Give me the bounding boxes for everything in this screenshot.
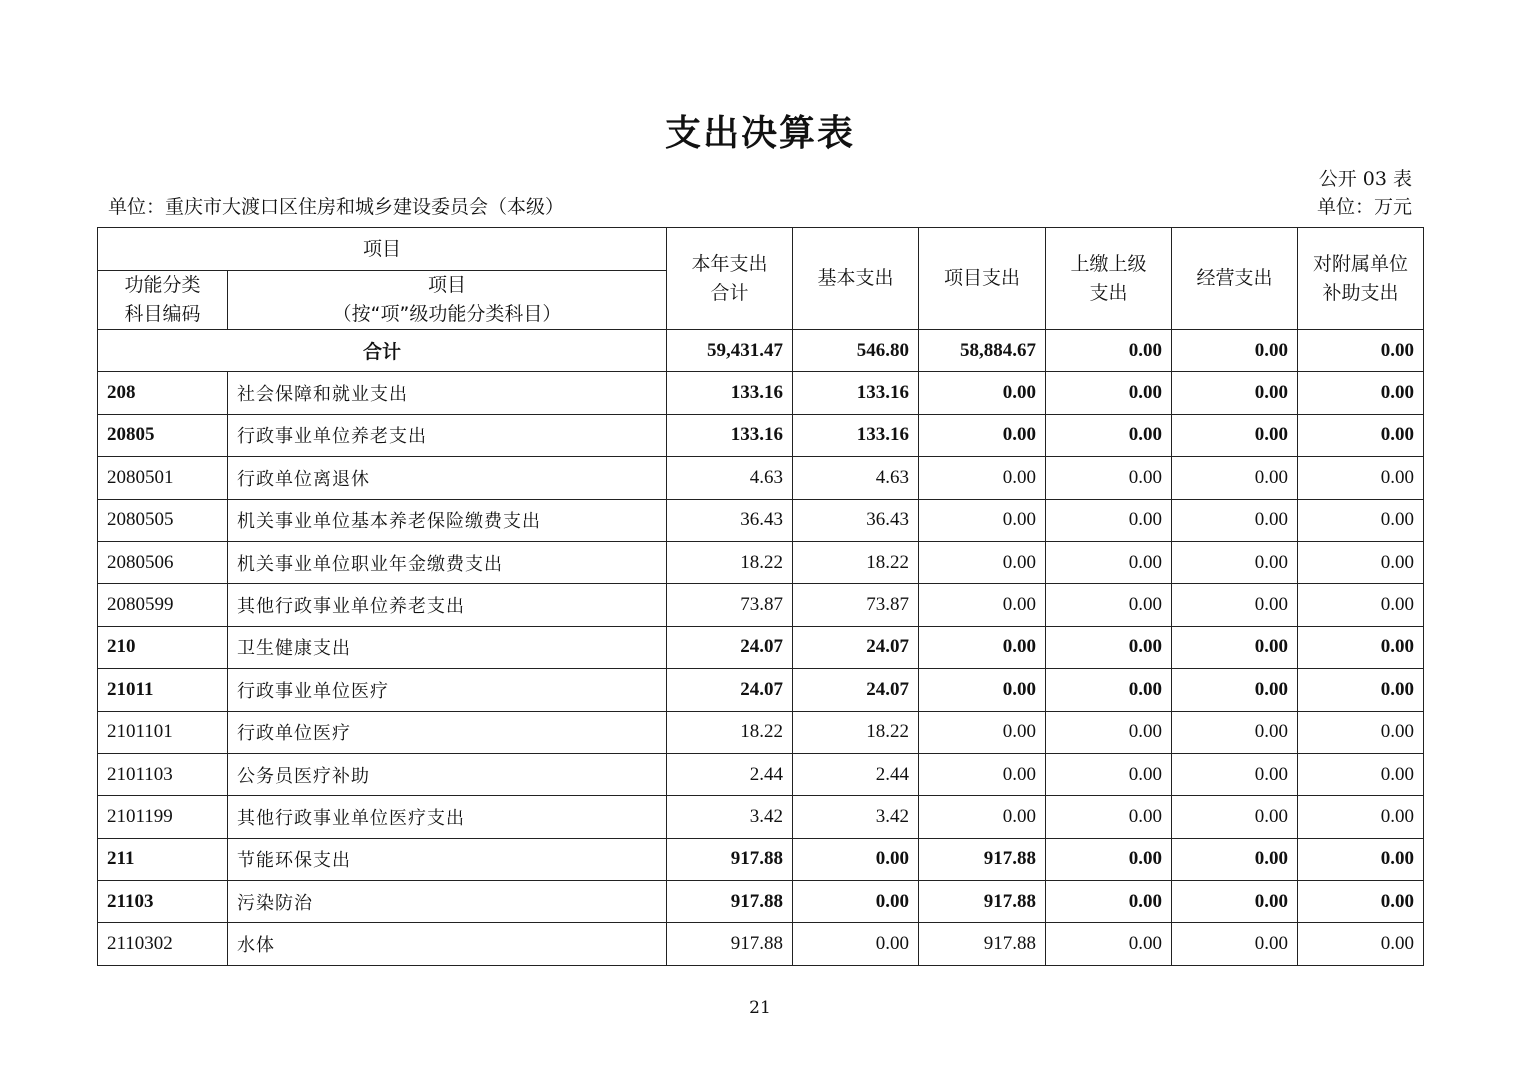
header-subsidy: 对附属单位 补助支出	[1298, 228, 1424, 330]
row-value: 917.88	[919, 838, 1046, 880]
row-value: 0.00	[919, 711, 1046, 753]
row-value: 0.00	[1298, 457, 1424, 499]
row-name: 行政事业单位医疗	[228, 669, 667, 711]
row-value: 0.00	[1046, 881, 1172, 923]
row-value: 917.88	[667, 881, 793, 923]
row-value: 133.16	[793, 414, 919, 456]
row-value: 0.00	[1046, 923, 1172, 965]
total-row	[98, 330, 1424, 372]
table-row	[98, 372, 1424, 414]
row-value: 917.88	[667, 838, 793, 880]
row-code: 208	[98, 372, 228, 414]
row-code: 21011	[98, 669, 228, 711]
row-value: 917.88	[667, 923, 793, 965]
row-value: 917.88	[919, 881, 1046, 923]
row-value: 0.00	[1298, 626, 1424, 668]
currency-unit: 单位：万元	[1316, 196, 1412, 218]
row-value: 0.00	[1172, 414, 1298, 456]
row-value: 0.00	[1298, 372, 1424, 414]
row-value: 0.00	[1298, 796, 1424, 838]
row-value: 0.00	[1172, 923, 1298, 965]
row-value: 0.00	[1172, 626, 1298, 668]
row-code: 20805	[98, 414, 228, 456]
row-name: 机关事业单位职业年金缴费支出	[228, 541, 667, 583]
row-value: 36.43	[793, 499, 919, 541]
table-row	[98, 881, 1424, 923]
row-value: 2.44	[793, 753, 919, 795]
header-project: 项目	[98, 228, 667, 271]
table-row	[98, 753, 1424, 795]
row-value: 73.87	[793, 584, 919, 626]
header-code: 功能分类 科目编码	[98, 271, 228, 330]
row-name: 社会保障和就业支出	[228, 372, 667, 414]
row-value: 0.00	[793, 923, 919, 965]
row-code: 2101199	[98, 796, 228, 838]
row-value: 18.22	[667, 711, 793, 753]
total-value: 58,884.67	[919, 330, 1046, 372]
row-name: 污染防治	[228, 881, 667, 923]
total-value: 59,431.47	[667, 330, 793, 372]
row-value: 0.00	[919, 457, 1046, 499]
row-name: 节能环保支出	[228, 838, 667, 880]
row-code: 2101103	[98, 753, 228, 795]
row-name: 其他行政事业单位养老支出	[228, 584, 667, 626]
table-row	[98, 457, 1424, 499]
total-value: 546.80	[793, 330, 919, 372]
table-row	[98, 414, 1424, 456]
row-name: 卫生健康支出	[228, 626, 667, 668]
row-value: 0.00	[793, 881, 919, 923]
row-value: 133.16	[667, 414, 793, 456]
row-value: 0.00	[1298, 541, 1424, 583]
row-code: 2080501	[98, 457, 228, 499]
header-upper: 上缴上级 支出	[1046, 228, 1172, 330]
row-value: 3.42	[793, 796, 919, 838]
row-value: 133.16	[667, 372, 793, 414]
row-value: 18.22	[667, 541, 793, 583]
row-name: 其他行政事业单位医疗支出	[228, 796, 667, 838]
row-value: 18.22	[793, 711, 919, 753]
row-code: 2110302	[98, 923, 228, 965]
row-value: 0.00	[1298, 753, 1424, 795]
row-value: 0.00	[1172, 499, 1298, 541]
row-value: 0.00	[1172, 669, 1298, 711]
row-value: 0.00	[1046, 669, 1172, 711]
header-basic: 基本支出	[793, 228, 919, 330]
row-value: 0.00	[1046, 414, 1172, 456]
row-value: 0.00	[1172, 753, 1298, 795]
row-code: 2080599	[98, 584, 228, 626]
row-value: 0.00	[919, 372, 1046, 414]
row-value: 0.00	[919, 584, 1046, 626]
row-value: 0.00	[1298, 881, 1424, 923]
total-value: 0.00	[1298, 330, 1424, 372]
reporting-unit: 单位：重庆市大渡口区住房和城乡建设委员会（本级）	[108, 196, 565, 218]
row-value: 0.00	[1046, 626, 1172, 668]
row-value: 0.00	[919, 796, 1046, 838]
row-value: 2.44	[667, 753, 793, 795]
row-value: 24.07	[793, 669, 919, 711]
row-value: 0.00	[1298, 711, 1424, 753]
row-code: 2101101	[98, 711, 228, 753]
row-value: 0.00	[1046, 541, 1172, 583]
row-value: 4.63	[793, 457, 919, 499]
row-value: 0.00	[1172, 881, 1298, 923]
row-code: 2080506	[98, 541, 228, 583]
row-name: 行政单位离退休	[228, 457, 667, 499]
row-value: 0.00	[1172, 372, 1298, 414]
total-value: 0.00	[1046, 330, 1172, 372]
row-value: 3.42	[667, 796, 793, 838]
row-name: 水体	[228, 923, 667, 965]
row-value: 36.43	[667, 499, 793, 541]
row-value: 0.00	[1298, 923, 1424, 965]
header-name: 项目 （按“项”级功能分类科目）	[228, 271, 667, 330]
total-label: 合计	[98, 330, 667, 372]
row-value: 0.00	[1046, 457, 1172, 499]
row-name: 机关事业单位基本养老保险缴费支出	[228, 499, 667, 541]
row-value: 4.63	[667, 457, 793, 499]
header-program: 项目支出	[919, 228, 1046, 330]
row-value: 0.00	[1046, 711, 1172, 753]
row-value: 0.00	[1046, 499, 1172, 541]
row-value: 0.00	[1172, 457, 1298, 499]
row-name: 行政单位医疗	[228, 711, 667, 753]
row-value: 0.00	[1172, 584, 1298, 626]
row-value: 0.00	[1046, 584, 1172, 626]
row-value: 0.00	[919, 669, 1046, 711]
row-value: 0.00	[1046, 753, 1172, 795]
table-row	[98, 626, 1424, 668]
table-row	[98, 584, 1424, 626]
row-value: 0.00	[1298, 838, 1424, 880]
table-row	[98, 541, 1424, 583]
row-name: 公务员医疗补助	[228, 753, 667, 795]
row-value: 133.16	[793, 372, 919, 414]
row-value: 0.00	[919, 626, 1046, 668]
row-value: 0.00	[1172, 838, 1298, 880]
table-row	[98, 923, 1424, 965]
row-value: 0.00	[1298, 669, 1424, 711]
row-value: 0.00	[793, 838, 919, 880]
row-value: 0.00	[1298, 584, 1424, 626]
row-code: 21103	[98, 881, 228, 923]
row-value: 917.88	[919, 923, 1046, 965]
row-value: 0.00	[919, 753, 1046, 795]
row-value: 24.07	[793, 626, 919, 668]
row-value: 18.22	[793, 541, 919, 583]
row-value: 73.87	[667, 584, 793, 626]
row-value: 0.00	[919, 499, 1046, 541]
row-value: 0.00	[1298, 414, 1424, 456]
row-value: 0.00	[1046, 372, 1172, 414]
page-title: 支出决算表	[664, 113, 855, 154]
table-row	[98, 838, 1424, 880]
row-value: 0.00	[1172, 711, 1298, 753]
header-business: 经营支出	[1172, 228, 1298, 330]
row-name: 行政事业单位养老支出	[228, 414, 667, 456]
row-value: 0.00	[1298, 499, 1424, 541]
row-value: 24.07	[667, 669, 793, 711]
table-row	[98, 499, 1424, 541]
row-value: 0.00	[1172, 796, 1298, 838]
total-value: 0.00	[1172, 330, 1298, 372]
row-value: 0.00	[919, 541, 1046, 583]
page-number: 21	[749, 998, 771, 1018]
row-value: 24.07	[667, 626, 793, 668]
row-code: 211	[98, 838, 228, 880]
table-row	[98, 796, 1424, 838]
table-row	[98, 669, 1424, 711]
row-value: 0.00	[1046, 796, 1172, 838]
row-value: 0.00	[1046, 838, 1172, 880]
expenditure-table	[97, 227, 1424, 966]
row-value: 0.00	[919, 414, 1046, 456]
row-value: 0.00	[1172, 541, 1298, 583]
table-row	[98, 711, 1424, 753]
header-total: 本年支出 合计	[667, 228, 793, 330]
form-number: 公开 03 表	[1318, 168, 1412, 190]
row-code: 2080505	[98, 499, 228, 541]
row-code: 210	[98, 626, 228, 668]
